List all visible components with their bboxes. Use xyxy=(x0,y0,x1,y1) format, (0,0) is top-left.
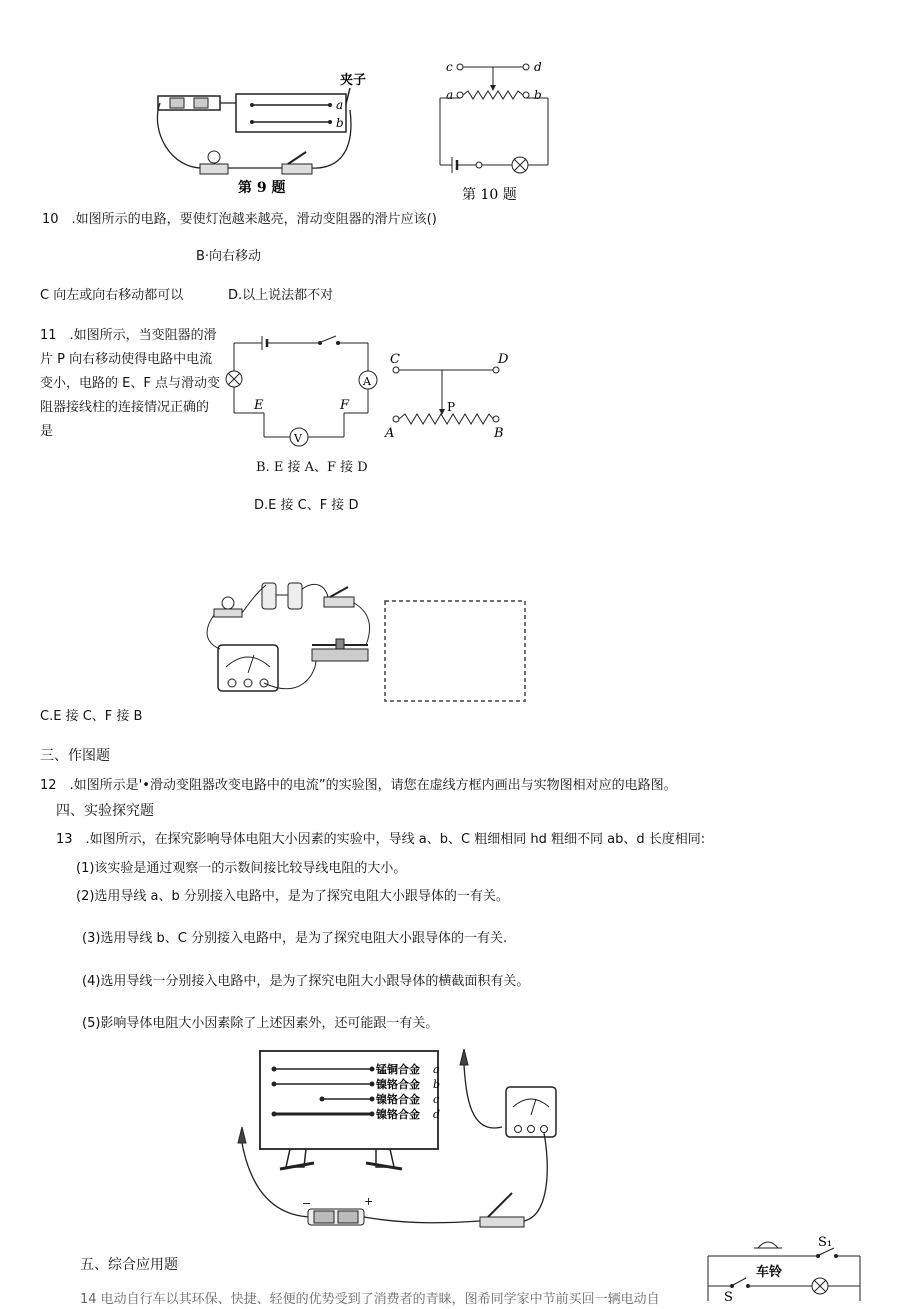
fig10-label-a: a xyxy=(446,88,454,102)
q10-option-b: B·向右移动 xyxy=(196,249,262,264)
fig9-caption: 第 9 题 xyxy=(238,180,286,196)
q13-sub-3: (3)选用导线 b、C 分别接入电路中，是为了探究电阻大小跟导体的一有关. xyxy=(82,931,508,946)
q13-sub-2: (2)选用导线 a、b 分别接入电路中，是为了探究电阻大小跟导体的一有关。 xyxy=(76,889,509,904)
q10-option-d: D.以上说法都不对 xyxy=(228,288,334,303)
slider-p-label: P xyxy=(447,400,456,414)
voltmeter-label: V xyxy=(294,432,302,445)
wire-d-name: 镍铬合金 xyxy=(376,1108,420,1121)
q10-option-c: C 向左或向右移动都可以 xyxy=(40,288,184,303)
figure-9 xyxy=(150,60,380,205)
fig10-label-d: d xyxy=(534,60,542,74)
section-5-title: 五、综合应用题 xyxy=(80,1257,178,1273)
fig14-bell-label: 车铃 xyxy=(756,1265,783,1280)
q12-stem: 12 .如图所示是'•滑动变阻器改变电路中的电流”的实验图，请您在虚线方框内画出与实物图相对应的电路图。 xyxy=(40,778,677,793)
q10-stem: 10 .如图所示的电路，要使灯泡越来越亮，滑动变阻器的滑片应该() xyxy=(42,212,437,227)
wire-a-name: 锰铜合金 xyxy=(376,1063,420,1076)
battery-minus-label: − xyxy=(302,1197,312,1210)
fig9-clip-label: 夹子 xyxy=(340,73,367,88)
battery-plus-label: + xyxy=(364,1195,374,1208)
fig14-s1-label: S₁ xyxy=(818,1235,833,1250)
q11-stem: 11 .如图所示，当变阻器的滑片 P 向右移动使得电路中电流变小，电路的 E、F 点与滑动变阻器接线柱的连接情况正确的是 xyxy=(40,328,220,439)
figure-10 xyxy=(430,55,560,205)
figure-13 xyxy=(230,1045,570,1240)
q14-partial-stem: 14 电动自行车以其环保、快捷、轻便的优势受到了消费者的青睐，图希同学家中节前买回一辆电动自 xyxy=(80,1292,660,1307)
fig10-caption: 第 10 题 xyxy=(462,187,517,203)
q13-stem: 13 .如图所示，在探究影响导体电阻大小因素的实验中，导线 a、b、C 粗细相同 hd 粗细不同 ab、d 长度相同: xyxy=(56,832,706,847)
wire-c-name: 镍铬合金 xyxy=(376,1093,420,1106)
q13-sub-4: (4)选用导线一分别接入电路中，是为了探究电阻大小跟导体的横截面积有关。 xyxy=(82,974,530,989)
wire-c-letter: c xyxy=(433,1093,440,1106)
terminal-a-label: A xyxy=(385,426,395,441)
wire-b-name: 镍铬合金 xyxy=(376,1078,420,1091)
terminal-b-label: B xyxy=(494,426,504,441)
q11-option-b: B. E 接 A、F 接 D xyxy=(256,460,368,475)
point-e-label: E xyxy=(254,398,264,413)
wire-d-letter: d xyxy=(433,1108,441,1121)
fig9-label-b: b xyxy=(336,116,344,130)
q11-option-d: D.E 接 C、F 接 D xyxy=(254,498,359,513)
figure-11 xyxy=(220,325,520,455)
point-f-label: F xyxy=(340,398,350,413)
figure-14 xyxy=(700,1232,900,1301)
q13-sub-1: (1)该实验是通过观察一的示数间接比较导线电阻的大小。 xyxy=(76,861,407,876)
fig14-s-label: S xyxy=(724,1290,733,1301)
section-4-title: 四、实验探究题 xyxy=(56,803,154,819)
wire-b-letter: b xyxy=(433,1078,441,1091)
wire-a-letter: a xyxy=(433,1063,440,1076)
q11-option-c: C.E 接 C、F 接 B xyxy=(40,709,143,724)
ammeter-label: A xyxy=(363,375,371,388)
fig10-label-b: b xyxy=(534,88,542,102)
fig10-label-c: c xyxy=(446,60,453,74)
q13-sub-5: (5)影响导体电阻大小因素除了上述因素外，还可能跟一有关。 xyxy=(82,1016,439,1031)
terminal-c-label: C xyxy=(390,352,400,367)
terminal-d-label: D xyxy=(498,352,509,367)
section-3-title: 三、作图题 xyxy=(40,748,110,764)
figure-12 xyxy=(200,575,540,705)
fig9-label-a: a xyxy=(336,98,344,112)
